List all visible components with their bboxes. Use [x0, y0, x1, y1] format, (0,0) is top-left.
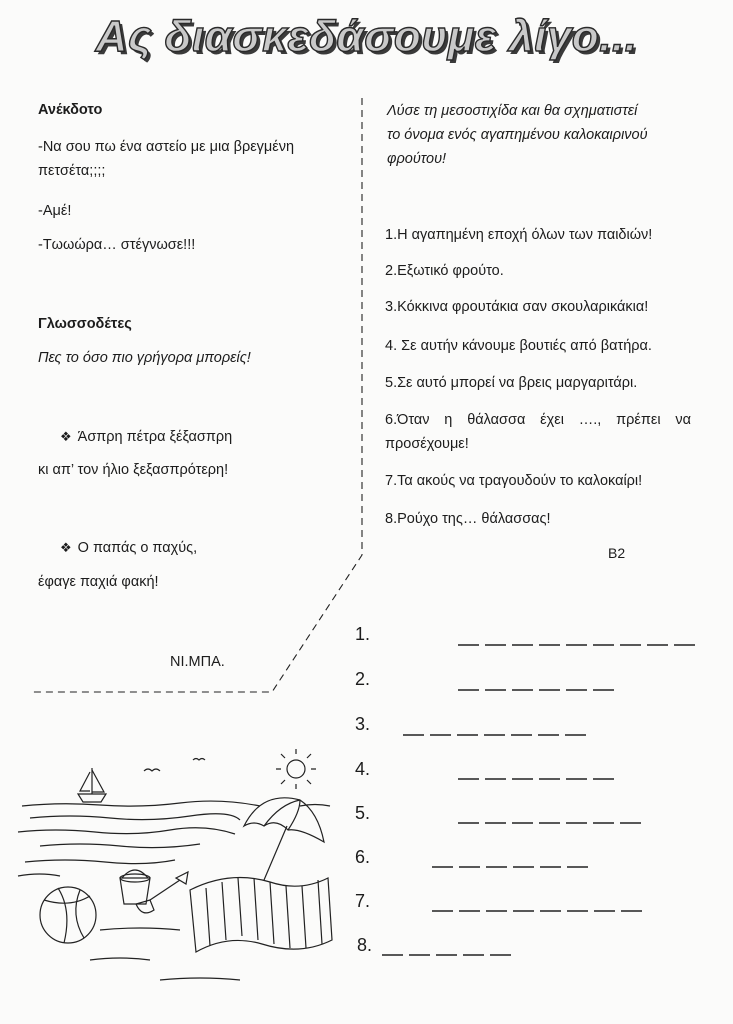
clue-6: 6.Όταν η θάλασσα έχει …., πρέπει να: [385, 412, 691, 428]
puzzle-number-8: 8.: [357, 935, 373, 955]
tongue-twister-2-line-1: ❖ Ο παπάς ο παχύς,: [60, 540, 198, 556]
bird-icon: [144, 769, 160, 771]
bullet-icon: ❖: [60, 429, 72, 444]
puzzle-intro-line-3: φρούτου!: [387, 151, 447, 167]
puzzle-number-4: 4.: [355, 759, 371, 779]
puzzle-number-5: 5.: [355, 803, 371, 823]
joke-line-4: -Τωωώρα… στέγνωσε!!!: [38, 237, 196, 253]
clue-7: 7.Τα ακούς να τραγουδούν το καλοκαίρι!: [385, 473, 643, 489]
towel-icon: [190, 878, 332, 953]
page-title: Ας διασκεδάσουμε λίγο...: [95, 12, 638, 61]
bird-icon: [193, 759, 205, 761]
sun-icon: [276, 749, 316, 789]
joke-line-1: -Να σου πω ένα αστείο με μια βρεγμένη: [38, 139, 295, 155]
puzzle-intro-line-1: Λύσε τη μεσοστιχίδα και θα σχηματιστεί: [387, 103, 638, 119]
puzzle-number-3: 3.: [355, 714, 371, 734]
puzzle-intro-line-2: το όνομα ενός αγαπημένου καλοκαιρινού: [387, 127, 648, 143]
puzzle-number-7: 7.: [355, 891, 371, 911]
clue-6-continued: προσέχουμε!: [385, 436, 469, 452]
clue-4: 4. Σε αυτήν κάνουμε βουτιές από βατήρα.: [385, 338, 652, 354]
code-label: Β2: [608, 545, 626, 561]
clue-8: 8.Ρούχο της… θάλασσας!: [385, 511, 551, 527]
joke-line-2: πετσέτα;;;;: [38, 163, 106, 179]
beach-umbrella-icon: [244, 798, 324, 880]
bullet-icon: ❖: [60, 540, 72, 555]
tongue-twister-heading: Γλωσσοδέτες: [38, 316, 132, 332]
puzzle-number-6: 6.: [355, 847, 371, 867]
column-divider: [32, 98, 362, 692]
clue-2: 2.Εξωτικό φρούτο.: [385, 263, 504, 279]
puzzle-number-2: 2.: [355, 669, 371, 689]
tongue-twister-2-line-2: έφαγε παχιά φακή!: [38, 574, 159, 590]
sailboat-icon: [78, 768, 106, 802]
joke-heading: Ανέκδοτο: [38, 102, 103, 118]
clue-1: 1.Η αγαπημένη εποχή όλων των παιδιών!: [385, 227, 653, 243]
bucket-icon: [120, 870, 150, 904]
clue-3: 3.Κόκκινα φρουτάκια σαν σκουλαρικάκια!: [385, 299, 649, 315]
answer-blanks: [382, 645, 695, 955]
puzzle-number-1: 1.: [355, 624, 371, 644]
beach-drawing: [18, 749, 332, 980]
signature: ΝΙ.ΜΠΑ.: [170, 654, 225, 670]
tongue-twister-instruction: Πες το όσο πιο γρήγορα μπορείς!: [38, 350, 251, 366]
beach-ball-icon: [40, 887, 96, 943]
joke-line-3: -Αμέ!: [38, 203, 72, 219]
tongue-twister-1-line-1: ❖ Άσπρη πέτρα ξέξασπρη: [60, 429, 233, 445]
tongue-twister-1-line-2: κι απ’ τον ήλιο ξεξασπρότερη!: [38, 462, 229, 478]
clue-5: 5.Σε αυτό μπορεί να βρεις μαργαριτάρι.: [385, 375, 638, 391]
